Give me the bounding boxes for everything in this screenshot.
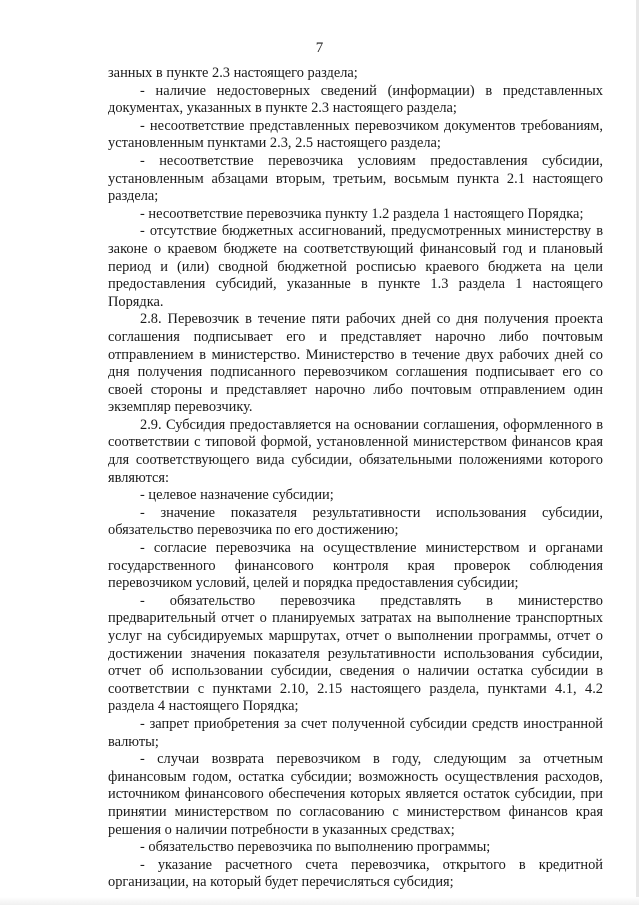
document-body <box>108 65 603 892</box>
paragraph: - отсутствие бюджетных ассигнований, предусмотренных министерству в законе о краевом бюджете на соответствующий финансовый год и плановый период и (или) сводной бюджетной росписью краевого бюджета на цели предоставления субсидий, указанные в пункте 1.3 раздела 1 настоящего Порядка. <box>108 223 603 310</box>
paragraph: - случаи возврата перевозчиком в году, следующим за отчетным финансовым годом, остатка субсидии; возможность осуществления расходов, источником финансового обеспечения которых является остаток субсидии, при принятии министерством по согласованию с министерством финансов края решения о наличии потребности в указанных средствах; <box>108 751 603 838</box>
scan-footer-shadow <box>0 897 639 905</box>
paragraph: - согласие перевозчика на осуществление министерством и органами государственного финансового контроля края проверок соблюдения перевозчиком условий, целей и порядка предоставления субсидии; <box>108 540 603 592</box>
paragraph: - указание расчетного счета перевозчика, открытого в кредитной организации, на который будет перечисляться субсидия; <box>108 856 603 891</box>
paragraph: - запрет приобретения за счет полученной субсидии средств иностранной валюты; <box>108 715 603 750</box>
paragraph: - несоответствие представленных перевозчиком документов требованиям, установленным пунктами 2.3, 2.5 настоящего раздела; <box>108 117 603 152</box>
paragraph: - значение показателя результативности использования субсидии, обязательство перевозчика по его достижению; <box>108 504 603 539</box>
paragraph: 2.8. Перевозчик в течение пяти рабочих дней со дня получения проекта соглашения подписывает его и представляет нарочно либо почтовым отправлением в министерство. Министерство в течение двух рабочих дней со дня получения подписанного перевозчиком соглашения подписывает его со своей стороны и представляет нарочно либо почтовым отправлением один экземпляр перевозчику. <box>108 311 603 416</box>
paragraph: занных в пункте 2.3 настоящего раздела; <box>108 65 358 81</box>
paragraph: - несоответствие перевозчика пункту 1.2 раздела 1 настоящего Порядка; <box>140 205 584 222</box>
page-number: 7 <box>315 40 324 56</box>
paragraph: - обязательство перевозчика представлять в министерство предварительный отчет о планируемых затратах на выполнение транспортных услуг на субсидируемых маршрутах, отчет о выполнении программы, отчет о достижении значения показателя результативности использования субсидии, отчет об использовании субсидии, сведения о наличии остатка субсидии в соответствии с пунктами 2.10, 2.15 настоящего раздела, пунктами 4.1, 4.2 раздела 4 настоящего Порядка; <box>108 592 603 715</box>
paragraph: 2.9. Субсидия предоставляется на основании соглашения, оформленного в соответствии с типовой формой, установленной министерством финансов края для соответствующего вида субсидии, обязательными положениями которого являются: <box>108 416 603 486</box>
paragraph: - несоответствие перевозчика условиям предоставления субсидии, установленным абзацами вторым, третьим, восьмым пункта 2.1 настоящего раздела; <box>108 152 603 205</box>
paragraph: - целевое назначение субсидии; <box>140 487 334 504</box>
paragraph: - обязательство перевозчика по выполнению программы; <box>140 839 491 856</box>
paragraph: - наличие недостоверных сведений (информации) в представленных документах, указанных в пункте 2.3 настоящего раздела; <box>108 82 603 117</box>
